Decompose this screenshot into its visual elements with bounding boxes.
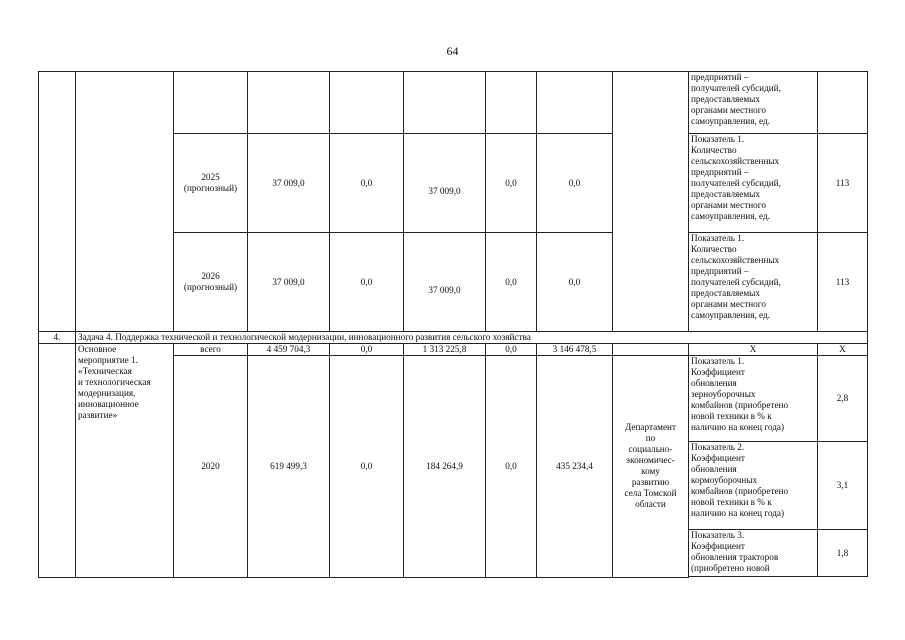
- indicator-cell: Показатель 3. Коэффициент обновления тракторов (приобретено новой: [689, 530, 818, 577]
- total-cell: 4 459 704,3: [248, 344, 330, 356]
- year-cell: 2025 (прогнозный): [174, 134, 248, 233]
- amount-cell: 0,0: [330, 233, 404, 332]
- amount-cell: 3 146 478,5: [537, 344, 613, 356]
- executor-cell: [613, 344, 689, 356]
- indicator-cell: предприятий – получателей субсидий, предоставляемых органами местного самоуправления, ед.: [689, 72, 818, 134]
- indicator-cell: Показатель 1. Количество сельскохозяйственных предприятий – получателей субсидий, предоставляемых органами местного самоуправления, ед.: [689, 233, 818, 332]
- table-row: [39, 72, 868, 134]
- amount-cell: 0,0: [486, 134, 537, 233]
- page-number: 64: [446, 44, 459, 58]
- indicator-value: 113: [818, 134, 868, 233]
- amount-cell: 0,0: [486, 344, 537, 356]
- indicator-value: 2,8: [818, 356, 868, 442]
- measure-cell: [76, 72, 174, 332]
- year-cell: 2020: [174, 356, 248, 578]
- number-cell: [39, 72, 76, 332]
- amount-cell: 435 234,4: [537, 356, 613, 578]
- executor-cell: Департамент по социально- экономичес- кому развитию села Томской области: [613, 356, 689, 578]
- measure-name: Основное мероприятие 1. «Техническая и технологическая модернизация, инновационное развитие»: [76, 344, 174, 578]
- number-cell: [39, 344, 76, 578]
- indicator-cell: X: [689, 344, 818, 356]
- indicator-value: 113: [818, 233, 868, 332]
- indicator-cell: Показатель 1. Коэффициент обновления зерноуборочных комбайнов (приобретено новой техники в % к наличию на конец года): [689, 356, 818, 442]
- amount-cell: 37 009,0: [404, 233, 486, 332]
- total-cell: 37 009,0: [248, 233, 330, 332]
- program-table: [38, 71, 868, 578]
- year-cell: [174, 72, 248, 134]
- total-cell: 37 009,0: [248, 134, 330, 233]
- indicator-cell: Показатель 1. Количество сельскохозяйственных предприятий – получателей субсидий, предоставляемых органами местного самоуправления, ед.: [689, 134, 818, 233]
- indicator-value: X: [818, 344, 868, 356]
- total-cell: 619 499,3: [248, 356, 330, 578]
- executor-cell: [613, 72, 689, 332]
- amount-cell: 37 009,0: [404, 134, 486, 233]
- amount-cell: 0,0: [330, 356, 404, 578]
- year-cell: 2026 (прогнозный): [174, 233, 248, 332]
- amount-cell: 0,0: [330, 134, 404, 233]
- table-row: [39, 344, 868, 356]
- indicator-cell: Показатель 2. Коэффициент обновления кормоуборочных комбайнов (приобретено новой техники в % к наличию на конец года): [689, 442, 818, 530]
- task-row: [39, 332, 868, 344]
- indicator-value: 1,8: [818, 530, 868, 577]
- amount-cell: 0,0: [537, 134, 613, 233]
- amount-cell: 0,0: [486, 356, 537, 578]
- amount-cell: 0,0: [486, 233, 537, 332]
- indicator-value: 3,1: [818, 442, 868, 530]
- task-title: Задача 4. Поддержка технической и технологической модернизации, инновационного развития сельского хозяйства: [76, 332, 868, 344]
- amount-cell: 1 313 225,8: [404, 344, 486, 356]
- year-cell: всего: [174, 344, 248, 356]
- amount-cell: 0,0: [537, 233, 613, 332]
- amount-cell: 0,0: [330, 344, 404, 356]
- amount-cell: 184 264,9: [404, 356, 486, 578]
- task-number: 4.: [39, 332, 76, 344]
